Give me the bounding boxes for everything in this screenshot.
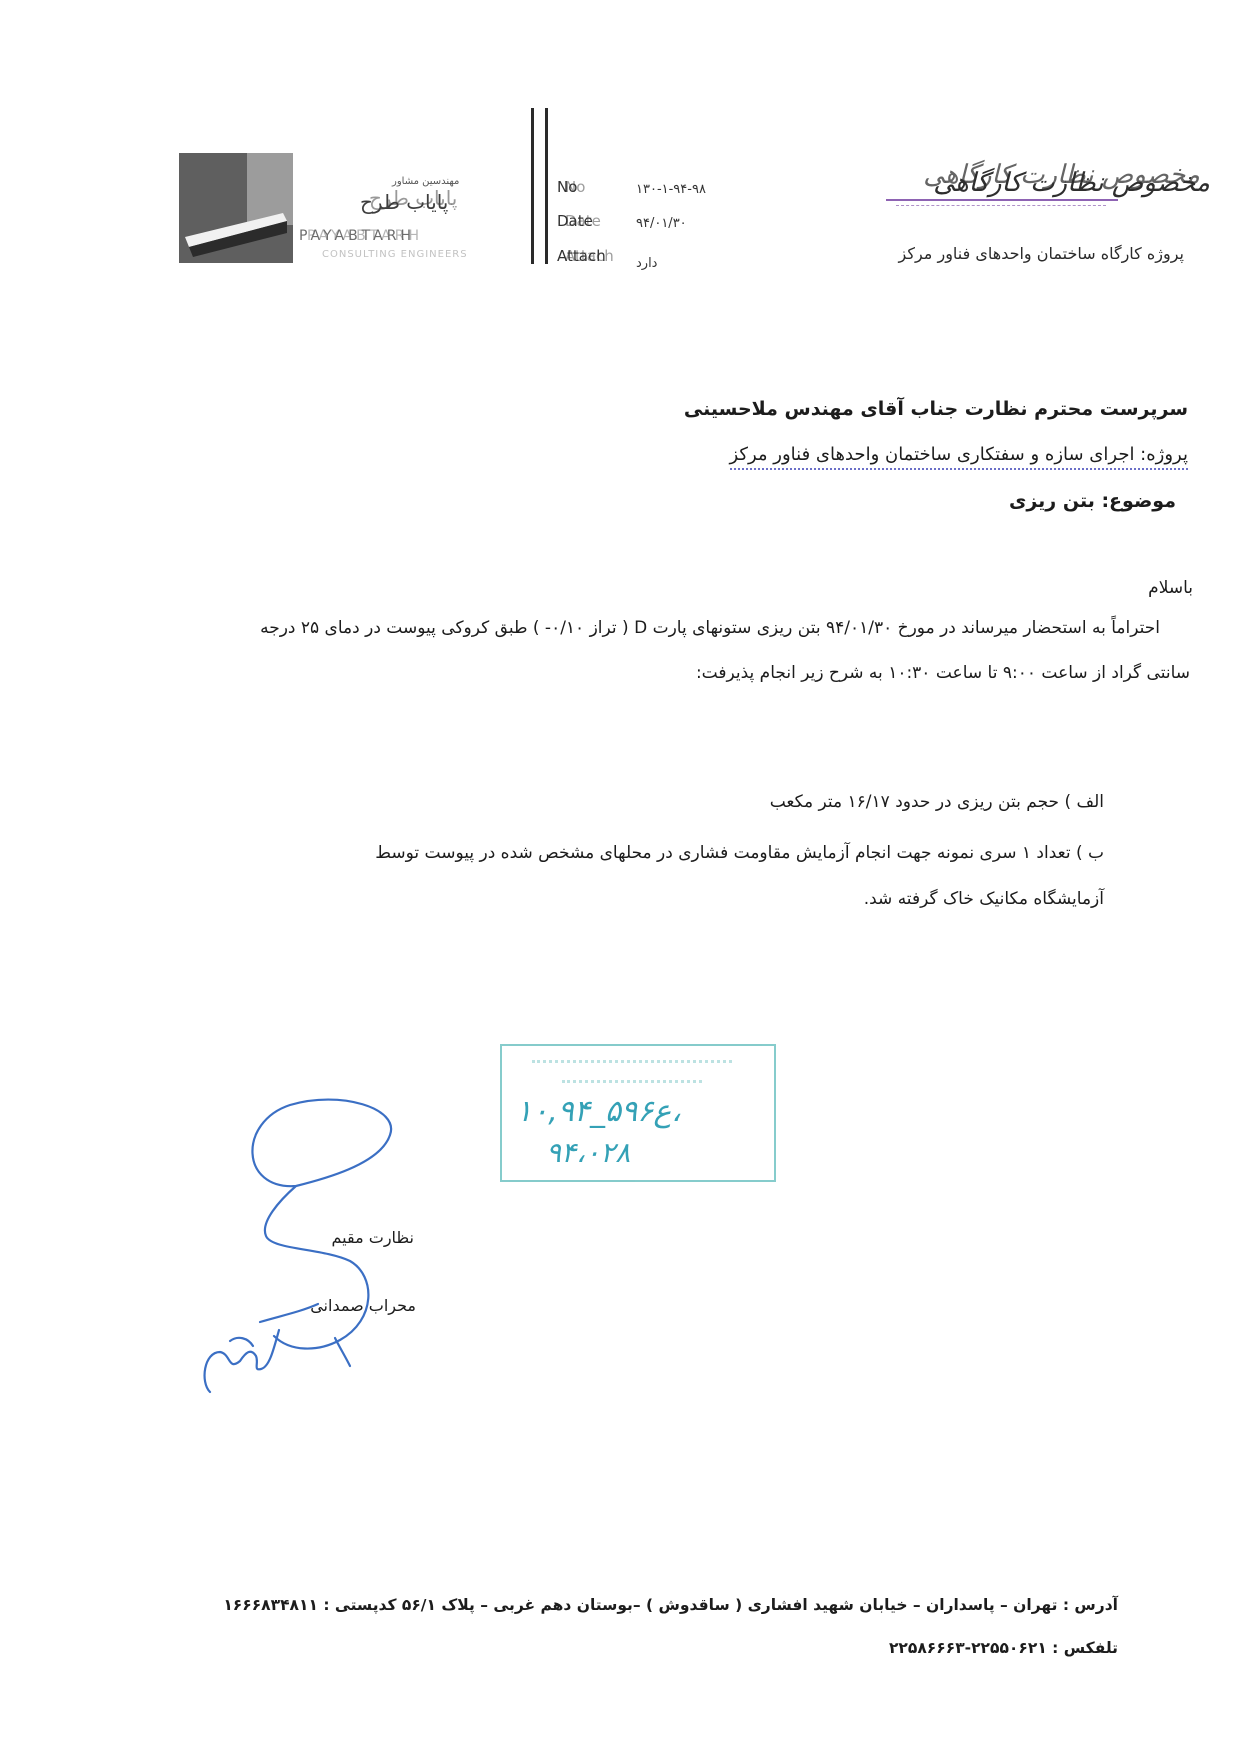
paragraph-line: احتراماً به استحضار میرساند در مورخ ۹۴/۰۱/۳۰ بتن ریزی ستونهای پارت D ( تراز ۰/۱۰- ) طبق کروکی پیوست در دمای ۲۵ درجه — [260, 618, 1160, 638]
footer-address: آدرس : تهران – پاسداران – خیابان شهید افشاری ( ساقدوش ) –بوستان دهم غربی – پلاک ۵۶/۱ کدپستی : ۱۶۶۶۸۳۴۸۱۱ — [223, 1596, 1118, 1614]
signatory-name: محراب صمدانی — [310, 1296, 416, 1315]
meta-value-date: ۹۴/۰۱/۳۰ — [636, 216, 687, 231]
greeting: باسلام — [1148, 578, 1193, 598]
signatory-role: نظارت مقیم — [331, 1228, 414, 1247]
stamp-faint-print — [532, 1060, 732, 1063]
stamp-faint-print — [562, 1080, 702, 1083]
meta-label-no: No — [557, 178, 578, 196]
meta-label-attach: Attach — [557, 247, 606, 265]
footer-telfax: تلفکس : ۲۲۵۵۰۶۲۱-۲۲۵۸۶۶۶۳ — [888, 1639, 1118, 1657]
company-tagline-en: CONSULTING ENGINEERS — [322, 249, 468, 260]
meta-label-date: Date — [557, 212, 593, 230]
company-logo-icon — [179, 153, 293, 263]
company-name-fa: پایاب طرح — [360, 190, 449, 214]
header-divider — [531, 108, 534, 264]
list-item-volume: الف ) حجم بتن ریزی در حدود ۱۶/۱۷ متر مکعب — [769, 792, 1104, 812]
paragraph-line: سانتی گراد از ساعت ۹:۰۰ تا ساعت ۱۰:۳۰ به شرح زیر انجام پذیرفت: — [695, 663, 1190, 683]
handwritten-signature — [200, 1090, 420, 1410]
header-divider — [545, 108, 548, 264]
company-name-en: PAYABTARH — [299, 228, 415, 244]
meta-value-no: ۱۳۰-۱-۹۴-۹۸ — [636, 182, 706, 197]
project-line: پروژه: اجرای سازه و سفتکاری ساختمان واحدهای فناور مرکز — [730, 444, 1189, 470]
subject-line: موضوع: بتن ریزی — [1008, 490, 1176, 512]
list-item-samples: ب ) تعداد ۱ سری نمونه جهت انجام آزمایش مقاومت فشاری در محلهای مشخص شده در پیوست توسط — [375, 843, 1104, 863]
stamp-registration-date: ۹۴،۰۲۸ — [546, 1136, 631, 1169]
site-supervision-stamp-title: مخصوص نظارت کارگاهی — [933, 168, 1210, 198]
receipt-stamp — [500, 1044, 776, 1182]
stamp-registration-number: ۱۰,۹۴_۵۹۶ع، — [516, 1094, 681, 1129]
company-tagline-fa: مهندسین مشاور — [392, 176, 460, 187]
project-header: پروژه کارگاه ساختمان واحدهای فناور مرکز — [898, 244, 1184, 263]
meta-value-attach: دارد — [636, 256, 658, 271]
addressee: سرپرست محترم نظارت جناب آقای مهندس ملاحسینی — [683, 398, 1188, 420]
list-item-samples-continued: آزمایشگاه مکانیک خاک گرفته شد. — [863, 889, 1104, 909]
stamp-strike-line — [886, 199, 1118, 201]
stamp-strike-line — [896, 205, 1106, 206]
